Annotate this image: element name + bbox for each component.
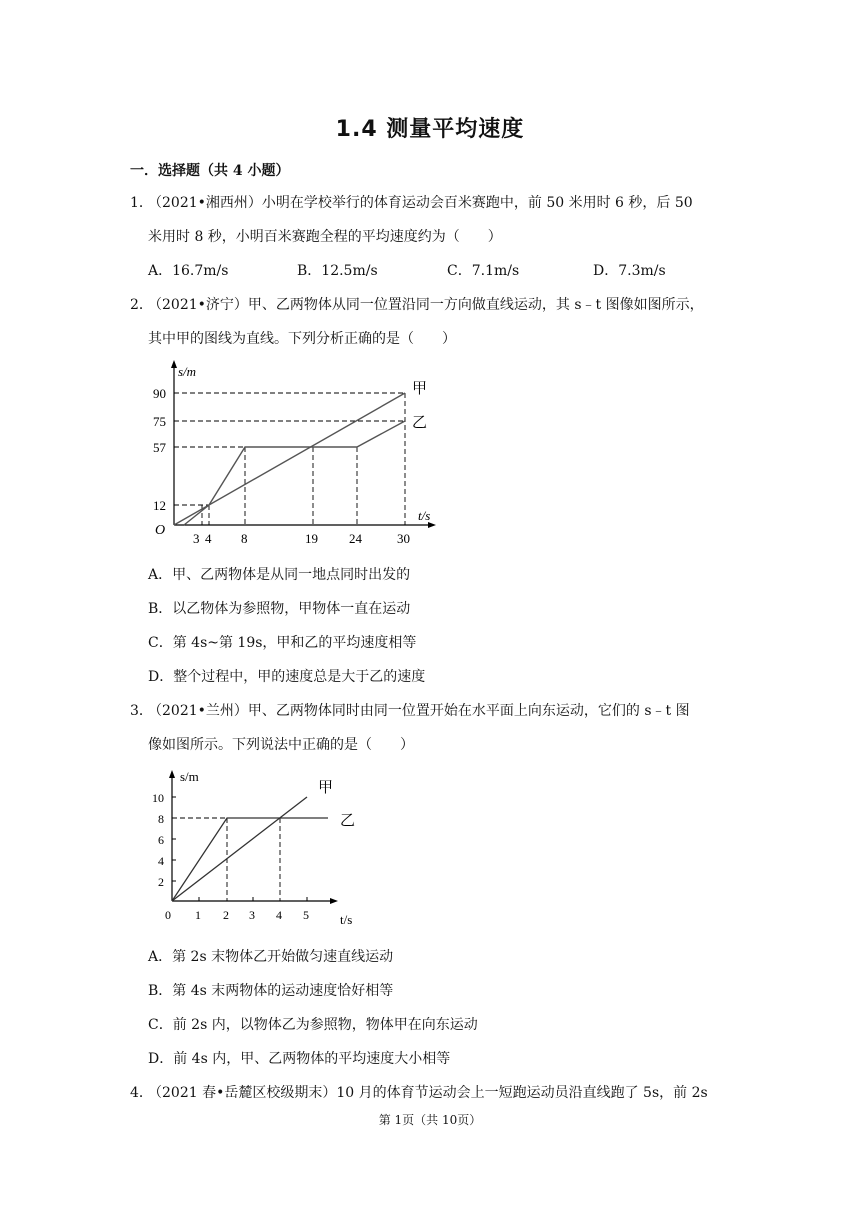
q2-origin-label: O: [155, 523, 166, 538]
q2-line2: 其中甲的图线为直线。下列分析正确的是（ ）: [148, 331, 456, 347]
q3-y-arrow: [169, 770, 175, 778]
q2-x-tick-4: 4: [205, 531, 212, 546]
q2-x-tick-24: 24: [349, 531, 362, 546]
q3-y-tick-2: 2: [158, 875, 164, 889]
q2-st-graph: [150, 358, 450, 552]
q2-x-tick-19: 19: [305, 531, 318, 546]
page-footer: 第 1页（共 10页）: [378, 1113, 482, 1127]
q1-line2: 米用时 8 秒，小明百米赛跑全程的平均速度约为（ ）: [148, 229, 502, 245]
section-heading: 一．选择题（共 4 小题）: [130, 163, 290, 179]
q3-y-tick-10: 10: [152, 791, 164, 805]
q2-label-yi: 乙: [412, 415, 428, 431]
q2-line1: （2021•济宁）甲、乙两物体从同一位置沿同一方向做直线运动，其 s﹣t 图像如图所示，: [148, 297, 704, 313]
q3-line-yi: [172, 818, 328, 901]
q2-y-tick-12: 12: [153, 498, 166, 513]
q3-y-tick-8: 8: [158, 812, 164, 826]
q3-x-tick-3: 3: [249, 908, 255, 922]
q3-option-c: C．前 2s 内，以物体乙为参照物，物体甲在向东运动: [148, 1017, 478, 1033]
q2-y-axis-label: s/m: [178, 364, 197, 379]
q2-option-c: C．第 4s~第 19s，甲和乙的平均速度相等: [148, 635, 417, 651]
q3-x-tick-2: 2: [223, 908, 229, 922]
q3-x-arrow: [330, 898, 338, 904]
q2-x-tick-3: 3: [193, 531, 200, 546]
q2-number: 2．: [130, 297, 153, 313]
q3-x-axis-label: t/s: [340, 912, 353, 927]
q2-y-tick-90: 90: [153, 386, 166, 401]
q3-x-tick-1: 1: [195, 908, 201, 922]
q1-option-d: D．7.3m/s: [593, 263, 666, 279]
q3-option-d: D．前 4s 内，甲、乙两物体的平均速度大小相等: [148, 1051, 451, 1067]
q3-line2: 像如图所示。下列说法中正确的是（ ）: [148, 737, 414, 753]
q3-y-tick-marks: [172, 797, 176, 881]
q2-option-a: A．甲、乙两物体是从同一地点同时出发的: [148, 567, 411, 583]
q2-x-tick-8: 8: [241, 531, 248, 546]
q3-option-a: A．第 2s 末物体乙开始做匀速直线运动: [148, 949, 394, 965]
q3-x-tick-4: 4: [276, 908, 282, 922]
q2-y-tick-75: 75: [153, 414, 166, 429]
q3-number: 3．: [130, 703, 153, 719]
q3-origin-label: 0: [165, 908, 171, 922]
q1-option-a: A．16.7m/s: [148, 263, 229, 279]
q2-y-tick-57: 57: [153, 440, 166, 455]
q1-number: 1．: [130, 195, 153, 211]
q3-st-graph: [145, 766, 365, 932]
q1-option-c: C．7.1m/s: [447, 263, 520, 279]
q3-y-tick-6: 6: [158, 833, 164, 847]
q2-label-jia: 甲: [412, 381, 428, 397]
q3-option-b: B．第 4s 末两物体的运动速度恰好相等: [148, 983, 394, 999]
page-title: 1.4 测量平均速度: [335, 117, 525, 142]
q2-line-yi: [184, 421, 405, 525]
q3-y-tick-4: 4: [158, 854, 164, 868]
q3-line-jia: [172, 797, 307, 901]
q2-x-tick-30: 30: [397, 531, 410, 546]
q2-option-d: D．整个过程中，甲的速度总是大于乙的速度: [148, 669, 426, 685]
q2-y-arrow: [171, 360, 177, 368]
q1-line1: （2021•湘西州）小明在学校举行的体育运动会百米赛跑中，前 50 米用时 6 秒，后 50: [148, 195, 693, 211]
q2-x-axis-label: t/s: [418, 508, 431, 523]
q3-line1: （2021•兰州）甲、乙两物体同时由同一位置开始在水平面上向东运动，它们的 s﹣t 图: [148, 703, 690, 719]
q1-option-b: B．12.5m/s: [297, 263, 378, 279]
q2-option-b: B．以乙物体为参照物，甲物体一直在运动: [148, 601, 411, 617]
q4-number: 4．: [130, 1085, 153, 1101]
q3-label-jia: 甲: [318, 780, 334, 796]
q3-y-axis-label: s/m: [180, 769, 199, 784]
q3-label-yi: 乙: [340, 813, 356, 829]
q4-line1: （2021 春•岳麓区校级期末）10 月的体育节运动会上一短跑运动员沿直线跑了 5s，前 2s: [148, 1085, 708, 1101]
q3-x-tick-5: 5: [303, 908, 309, 922]
